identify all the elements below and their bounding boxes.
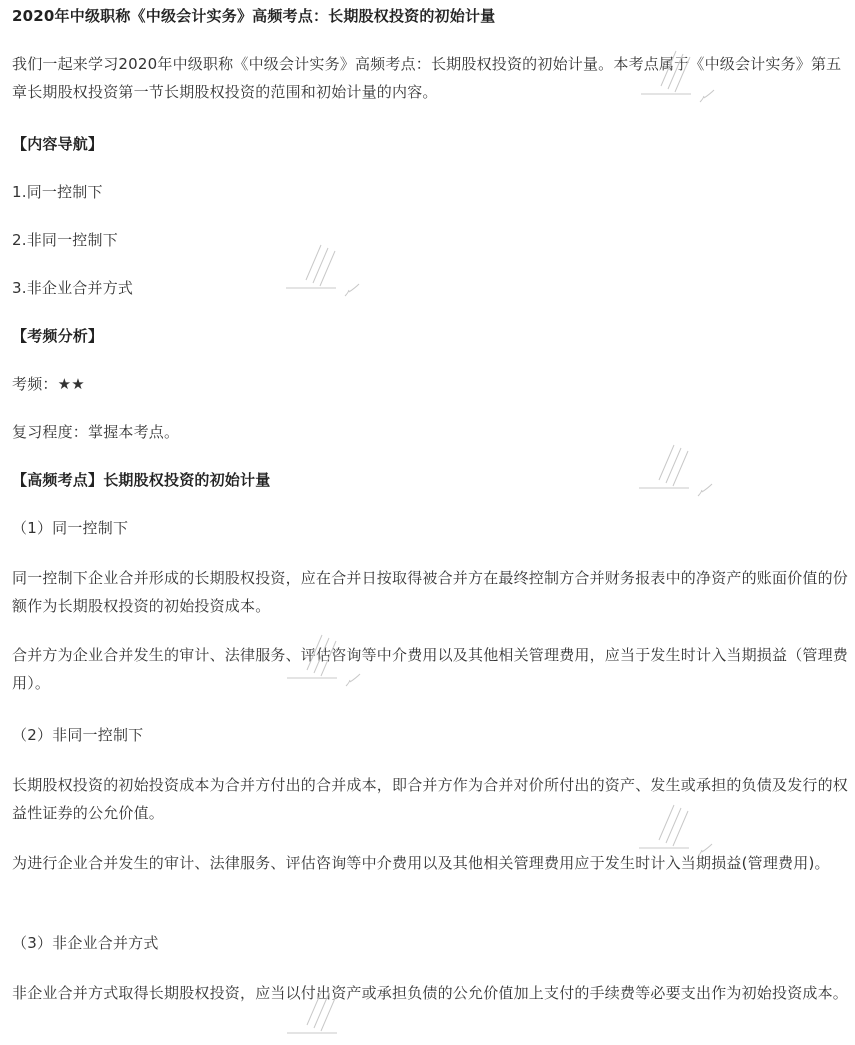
section-2-paragraph-1: 长期股权投资的初始投资成本为合并方付出的合并成本，即合并方作为合并对价所付出的资产、发生或承担的负债及发行的权益性证券的公允价值。 — [12, 776, 849, 822]
section-2-paragraph-2: 为进行企业合并发生的审计、法律服务、评估咨询等中介费用以及其他相关管理费用应于发生时计入当期损益(管理费用)。 — [12, 854, 830, 872]
nav-heading: 【内容导航】 — [12, 135, 104, 153]
review-text: 复习程度：掌握本考点。 — [12, 423, 180, 441]
watermark-icon — [281, 240, 371, 300]
watermark-icon — [634, 440, 724, 500]
section-1-subtitle: （1）同一控制下 — [12, 519, 129, 537]
frequency-text: 考频：★★ — [12, 375, 85, 393]
section-3-subtitle: （3）非企业合并方式 — [12, 934, 159, 952]
nav-item-3: 3.非企业合并方式 — [12, 279, 134, 297]
key-point-heading: 【高频考点】长期股权投资的初始计量 — [12, 471, 271, 489]
section-3-paragraph-1: 非企业合并方式取得长期股权投资，应当以付出资产或承担负债的公允价值加上支付的手续费等必要支出作为初始投资成本。 — [12, 984, 849, 1002]
nav-item-2: 2.非同一控制下 — [12, 231, 118, 249]
analysis-heading: 【考频分析】 — [12, 327, 104, 345]
section-1-paragraph-2: 合并方为企业合并发生的审计、法律服务、评估咨询等中介费用以及其他相关管理费用，应当于发生时计入当期损益（管理费用）。 — [12, 646, 849, 692]
nav-item-1: 1.同一控制下 — [12, 183, 103, 201]
page-title: 2020年中级职称《中级会计实务》高频考点：长期股权投资的初始计量 — [12, 7, 496, 25]
intro-paragraph: 我们一起来学习2020年中级职称《中级会计实务》高频考点：长期股权投资的初始计量。本考点属于《中级会计实务》第五章长期股权投资第一节长期股权投资的范围和初始计量的内容。 — [12, 55, 842, 101]
section-2-subtitle: （2）非同一控制下 — [12, 726, 144, 744]
section-1-paragraph-1: 同一控制下企业合并形成的长期股权投资，应在合并日按取得被合并方在最终控制方合并财务报表中的净资产的账面价值的份额作为长期股权投资的初始投资成本。 — [12, 569, 849, 615]
